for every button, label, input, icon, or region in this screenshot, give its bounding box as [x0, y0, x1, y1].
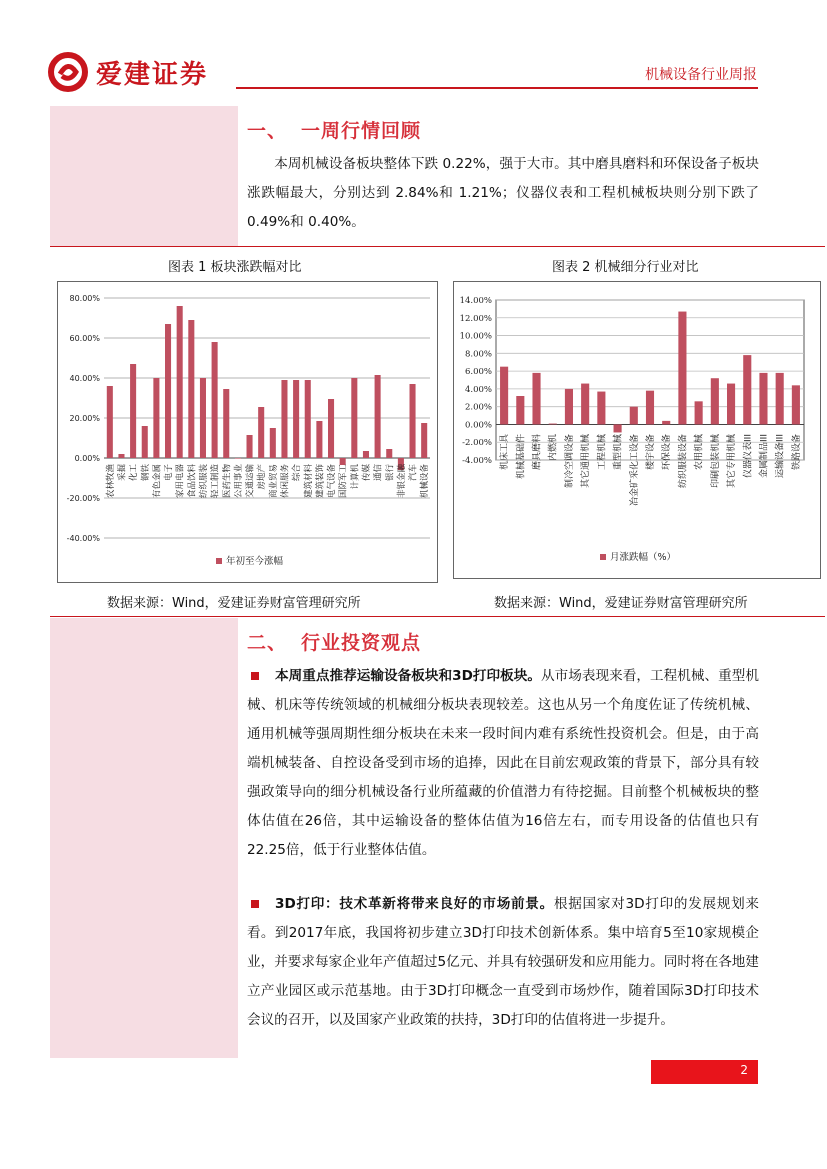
figure2-source: 数据来源：Wind，爱建证券财富管理研究所 — [494, 596, 748, 611]
x-category-label: 电气设备 — [327, 464, 338, 499]
x-category-label: 采掘 — [117, 464, 128, 482]
x-category-label: 建筑材料 — [303, 464, 314, 499]
x-category-label: 机械设备 — [420, 464, 431, 499]
bullet-square-icon — [251, 900, 259, 908]
section-number: 一、 — [247, 120, 288, 142]
x-category-label: 非银金融 — [396, 464, 407, 499]
x-category-label: 传媒 — [361, 464, 372, 482]
figure1-source: 数据来源：Wind，爱建证券财富管理研究所 — [107, 596, 361, 611]
x-category-label: 国防军工 — [338, 464, 349, 499]
section-divider — [50, 246, 825, 247]
y-tick-label: 80.00% — [69, 294, 100, 303]
investment-point-2 — [247, 890, 759, 1035]
bar — [662, 421, 670, 425]
x-category-label: 综合 — [292, 464, 303, 482]
bar — [410, 384, 416, 458]
y-tick-label: 60.00% — [69, 334, 100, 343]
x-category-label: 食品饮料 — [187, 464, 198, 499]
x-category-label: 纺织服装设备 — [678, 434, 689, 489]
x-category-label: 电子 — [164, 464, 175, 482]
section-heading-1 — [247, 116, 421, 143]
machinery-subsector-chart — [453, 281, 821, 579]
x-category-label: 化工 — [129, 464, 140, 482]
x-category-label: 仪器仪表III — [743, 434, 754, 478]
bar — [678, 312, 686, 425]
y-tick-label: 2.00% — [464, 402, 492, 413]
x-category-label: 公用事业 — [233, 464, 244, 499]
x-category-label: 休闲服务 — [280, 464, 291, 499]
x-category-label: 家用电器 — [175, 464, 186, 499]
y-tick-label: 40.00% — [69, 374, 100, 383]
bar — [293, 380, 299, 458]
x-category-label: 纺织服装 — [198, 464, 209, 499]
x-category-label: 农用机械 — [694, 434, 705, 471]
bar — [614, 424, 622, 432]
page-number: 2 — [740, 1063, 748, 1077]
bar — [386, 449, 392, 458]
bar — [328, 399, 334, 458]
bar — [118, 454, 124, 458]
y-tick-label: 20.00% — [69, 414, 100, 423]
bar — [516, 396, 524, 424]
x-category-label: 环保设备 — [662, 434, 673, 471]
bar — [235, 458, 241, 459]
x-category-label: 楼宇设备 — [646, 434, 656, 471]
x-category-label: 银行 — [385, 464, 396, 482]
legend-label: 年初至今涨幅 — [226, 556, 284, 567]
legend-label: 月涨跌幅（%） — [610, 552, 677, 563]
bar — [581, 384, 589, 425]
y-tick-label: -20.00% — [66, 494, 100, 503]
bar — [200, 378, 206, 458]
x-category-label: 铁路设备 — [791, 434, 802, 471]
point-text: 根据国家对3D打印的发展规划来看。到2017年底，我国将初步建立3D打印技术创新体系。集中培育5至10家规模企业，并要求每家企业年产值超过5亿元、并具有较强研发和应用能力。同时将在各地建立产业园区或示范基地。由于3D打印概念一直受到市场炒作，随着国际3D打印技术会议的召开，以及国家产业政策的扶持，3D打印的估值将进一步提升。 — [247, 896, 759, 1028]
x-category-label: 金属制品III — [759, 434, 770, 478]
x-category-label: 建筑装饰 — [315, 464, 326, 499]
bar — [597, 392, 605, 425]
bar — [351, 378, 357, 458]
bar — [153, 378, 159, 458]
bar — [212, 342, 218, 458]
bar — [630, 407, 638, 425]
bar — [281, 380, 287, 458]
section-title: 行业投资观点 — [301, 632, 422, 654]
x-category-label: 其它通用机械 — [581, 434, 592, 489]
company-logo — [48, 52, 208, 92]
investment-point-1 — [247, 662, 759, 865]
y-tick-label: -2.00% — [462, 438, 492, 449]
x-category-label: 农林牧渔 — [105, 464, 116, 499]
x-category-label: 汽车 — [408, 464, 419, 482]
bar — [776, 373, 784, 425]
y-tick-label: 14.00% — [459, 296, 492, 306]
x-category-label: 轻工制造 — [210, 464, 221, 499]
bar — [727, 384, 735, 425]
x-category-label: 制冷空调设备 — [564, 434, 575, 489]
bar — [142, 426, 148, 458]
y-tick-label: 12.00% — [459, 313, 492, 324]
x-category-label: 交通运输 — [245, 464, 256, 499]
bar — [107, 386, 113, 458]
figure2-caption: 图表 2 机械细分行业对比 — [552, 260, 699, 275]
bar — [532, 373, 540, 425]
y-tick-label: -4.00% — [462, 456, 492, 466]
market-review-paragraph: 本周机械设备板块整体下跌 0.22%，强于大市。其中磨具磨料和环保设备子板块涨跌幅最大，分别达到 2.84%和 1.21%；仪器仪表和工程机械板块则分别下跌了0.49%和 0.40%。 — [247, 156, 759, 230]
section-heading-2 — [247, 628, 421, 655]
bar — [177, 306, 183, 458]
x-category-label: 商业贸易 — [268, 464, 279, 499]
y-tick-label: 6.00% — [464, 367, 492, 378]
bar — [759, 373, 767, 425]
bar — [549, 424, 557, 425]
bar — [565, 389, 573, 425]
bar — [130, 364, 136, 458]
y-tick-label: 8.00% — [464, 349, 492, 360]
side-panel — [50, 618, 238, 1058]
x-category-label: 钢铁 — [140, 464, 151, 482]
chart1-svg — [58, 282, 437, 582]
x-category-label: 磨具磨料 — [532, 434, 543, 471]
point-text: 从市场表现来看，工程机械、重型机械、机床等传统领域的机械细分板块表现较差。这也从另一个角度佐证了传统机械、通用机械等强周期性细分板块在未来一段时间内难有系统性投资机会。但是，由于高端机械装备、自控设备受到市场的追捧，因此在目前宏观政策的背景下，部分具有较强政策导向的细分机械设备行业所蕴藏的价值潜力有待挖掘。目前整个机械板块的整体估值在26倍，其中运输设备的整体估值为16倍左右，而专用设备的估值也只有22.25倍，低于行业整体估值。 — [247, 668, 760, 858]
bar — [258, 407, 264, 458]
chart2-svg — [454, 282, 820, 578]
bar — [363, 451, 369, 458]
y-tick-label: -40.00% — [66, 534, 100, 543]
bar — [316, 421, 322, 458]
y-tick-label: 0.00% — [74, 454, 100, 463]
x-category-label: 计算机 — [350, 464, 361, 490]
report-title: 机械设备行业周报 — [645, 67, 757, 83]
bar — [270, 428, 276, 458]
side-panel — [50, 106, 238, 246]
section-divider — [50, 616, 825, 617]
x-category-label: 有色金属 — [152, 464, 163, 499]
company-logo-icon — [48, 52, 88, 92]
y-tick-label: 4.00% — [464, 384, 492, 395]
bar — [792, 385, 800, 424]
bar — [305, 380, 311, 458]
bar — [375, 375, 381, 458]
bar — [165, 324, 171, 458]
x-category-label: 内燃机 — [548, 434, 559, 462]
bar — [695, 401, 703, 424]
bar — [340, 458, 346, 465]
x-category-label: 其它专用机械 — [727, 434, 738, 489]
legend-swatch — [216, 558, 222, 564]
page-number-box — [651, 1060, 758, 1084]
y-tick-label: 10.00% — [459, 331, 492, 342]
bar — [188, 320, 194, 458]
x-category-label: 冶金矿采化工设备 — [629, 434, 640, 507]
x-category-label: 机床工具 — [500, 434, 511, 471]
header-divider — [236, 87, 758, 89]
sector-performance-chart — [57, 281, 438, 583]
point-lead: 3D打印：技术革新将带来良好的市场前景。 — [275, 896, 554, 912]
x-category-label: 医药生物 — [222, 464, 233, 499]
company-name: 爱建证券 — [96, 59, 209, 90]
figure1-caption: 图表 1 板块涨跌幅对比 — [168, 260, 302, 275]
section-number: 二、 — [247, 632, 288, 654]
x-category-label: 重型机械 — [613, 434, 624, 471]
bar — [646, 391, 654, 425]
bar — [743, 355, 751, 424]
legend-swatch — [600, 554, 606, 560]
section-title: 一周行情回顾 — [301, 120, 422, 142]
bar — [421, 423, 427, 458]
x-category-label: 房地产 — [257, 464, 268, 490]
bar — [223, 389, 229, 458]
x-category-label: 通信 — [373, 464, 384, 482]
x-category-label: 机械基础件 — [516, 434, 527, 480]
bar — [247, 435, 253, 458]
y-tick-label: 0.00% — [464, 420, 492, 431]
bullet-square-icon — [251, 672, 259, 680]
bar — [500, 367, 508, 425]
x-category-label: 运输设备III — [775, 434, 786, 478]
point-lead: 本周重点推荐运输设备板块和3D打印板块。 — [275, 668, 542, 684]
x-category-label: 印刷包装机械 — [710, 434, 721, 489]
x-category-label: 工程机械 — [597, 434, 608, 471]
bar — [711, 378, 719, 424]
